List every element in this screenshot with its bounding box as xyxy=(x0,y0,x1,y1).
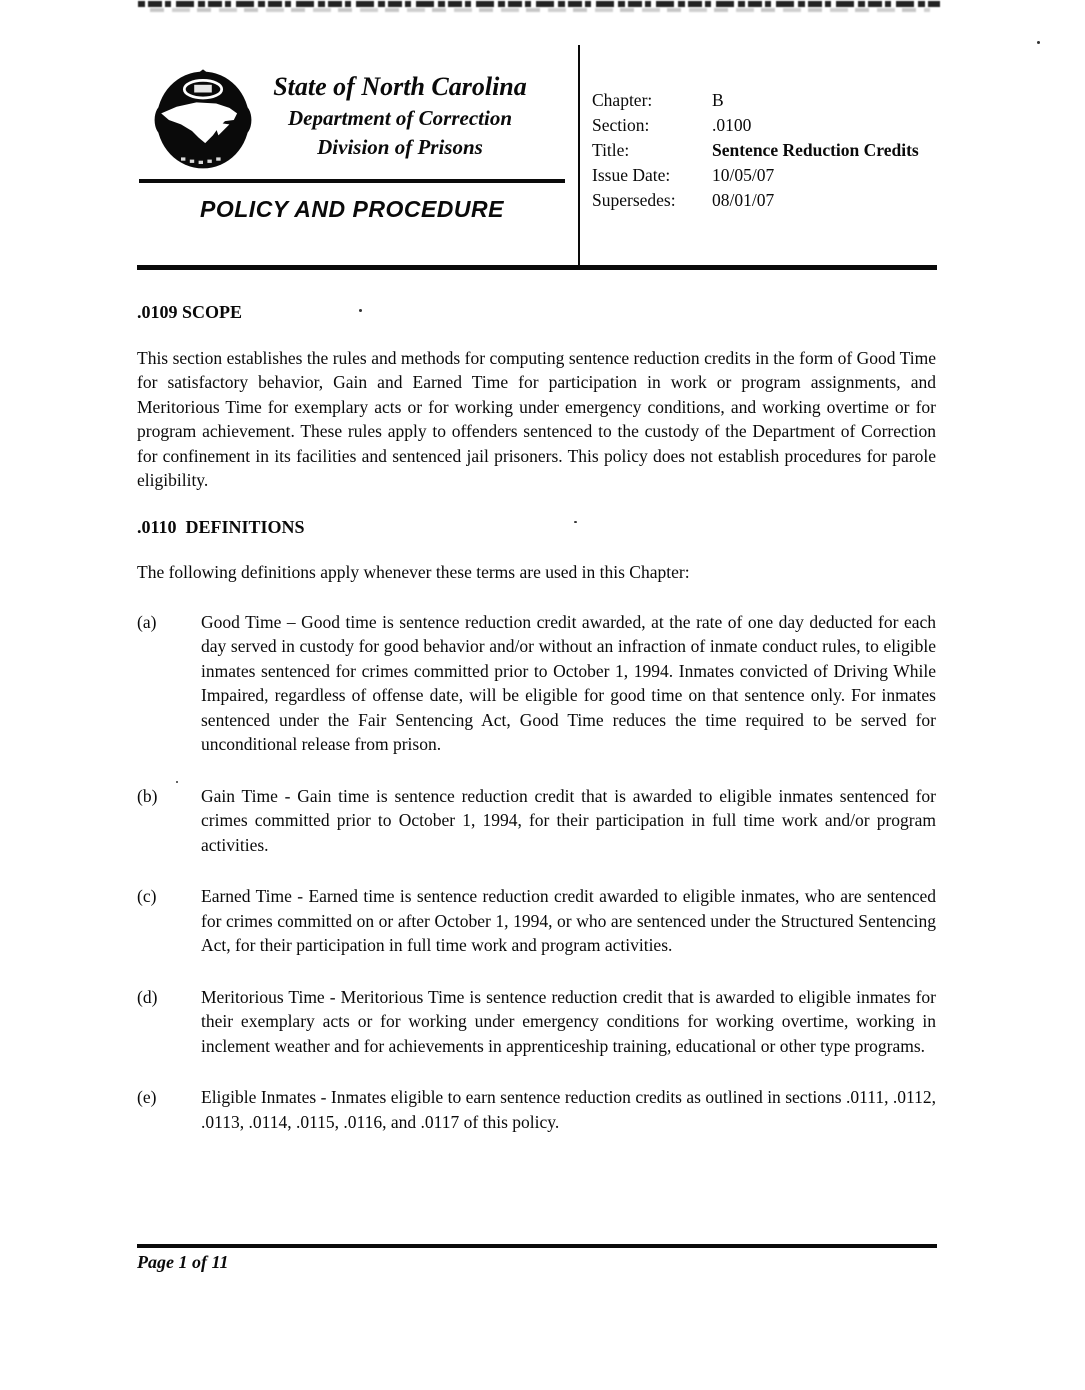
meta-row-title xyxy=(592,138,932,163)
title-value: Sentence Reduction Credits xyxy=(712,140,919,160)
header-vertical-divider xyxy=(578,45,580,268)
document-metadata xyxy=(592,88,932,213)
section-label: Section: xyxy=(592,115,650,135)
footer-rule xyxy=(137,1244,937,1248)
definition-text: Gain Time - Gain time is sentence reduction credit that is awarded to eligible inmates sentenced for crimes committed prior to October 1, 1994, for their participation in full time work and/or program activities. xyxy=(201,785,936,855)
supersedes-label: Supersedes: xyxy=(592,190,676,210)
scan-noise-band xyxy=(138,1,940,7)
title-label: Title: xyxy=(592,140,630,160)
definitions-intro: The following definitions apply whenever these terms are used in this Chapter: xyxy=(137,562,690,582)
definition-item-d xyxy=(137,985,936,1059)
org-department: Department of Correction xyxy=(288,106,512,130)
issue-date-value: 10/05/07 xyxy=(712,165,775,185)
org-division: Division of Prisons xyxy=(317,135,483,159)
definition-text: Earned Time - Earned time is sentence reduction credit awarded to eligible inmates, who are sentenced for crimes committed on or after October 1, 1994, or who are sentenced under the Structured Sentencing Act, for their participation in full time work and program activities. xyxy=(201,886,936,955)
meta-row-supersedes xyxy=(592,188,932,213)
scope-section-heading: .0109 SCOPE xyxy=(137,302,243,322)
meta-row-section xyxy=(592,113,932,138)
scan-speck xyxy=(1037,41,1040,44)
meta-row-chapter xyxy=(592,88,932,113)
definition-item-c xyxy=(137,884,936,958)
page-number: Page 1 of 11 xyxy=(137,1252,229,1272)
header-divider-line xyxy=(139,179,565,183)
definition-text: Good Time – Good time is sentence reduction credit awarded, at the rate of one day deducted for each day served in custody for good behavior and/or without an infraction of inmate conduct rules, to eligible inmates sentenced for crimes committed prior to October 1, 1994. Inmates convicted of Driving While Impaired, regardless of offense date, will be eligible for good time on that sentence only. For inmates sentenced under the Fair Sentencing Act, Good Time reduces the time required to be served for unconditional release from prison. xyxy=(201,611,936,754)
header-bottom-rule xyxy=(137,265,937,270)
section-value: .0100 xyxy=(712,115,752,135)
chapter-label: Chapter: xyxy=(592,90,653,110)
definition-label: (e) xyxy=(137,1087,157,1107)
definition-label: (a) xyxy=(137,611,157,632)
issue-date-label: Issue Date: xyxy=(592,165,671,185)
state-seal-logo xyxy=(148,62,258,178)
definition-label: (c) xyxy=(137,886,157,906)
definition-label: (d) xyxy=(137,986,158,1007)
scan-noise-band-faint xyxy=(150,8,930,12)
document-type-title: POLICY AND PROCEDURE xyxy=(200,196,504,222)
definition-label: (b) xyxy=(137,785,158,806)
scope-paragraph: This section establishes the rules and methods for computing sentence reduction credits in the form of Good Time for satisfactory behavior, Gain and Earned Time for participation in work or program assignments, and Meritorious Time for exemplary acts or for working under emergency conditions, and working overtime or for program achievement. These rules apply to offenders sentenced to the custody of the Department of Correction for confinement in its facilities and sentenced jail prisoners. This policy does not establish procedures for parole eligibility. xyxy=(137,347,936,490)
definition-text: Eligible Inmates - Inmates eligible to earn sentence reduction credits as outlined in sections .0111, .0112, .0113, .0114, .0115, .0116, and .0117 of this policy. xyxy=(201,1087,936,1132)
definition-text: Meritorious Time - Meritorious Time is sentence reduction credit that is awarded to eligible inmates for their exemplary acts or for working under emergency conditions for working overtime, working in inclement weather and for achievements in apprenticeship training, educational or other type programs. xyxy=(201,986,936,1056)
document-body xyxy=(137,300,936,1161)
definition-item-b xyxy=(137,784,936,858)
definition-item-e xyxy=(137,1085,936,1134)
org-name: State of North Carolina xyxy=(273,72,527,101)
organization-block xyxy=(255,70,545,162)
definition-item-a xyxy=(137,610,936,757)
supersedes-value: 08/01/07 xyxy=(712,190,775,210)
meta-row-issue-date xyxy=(592,163,932,188)
definitions-section-heading: .0110 DEFINITIONS xyxy=(137,516,305,537)
chapter-value: B xyxy=(712,90,724,110)
